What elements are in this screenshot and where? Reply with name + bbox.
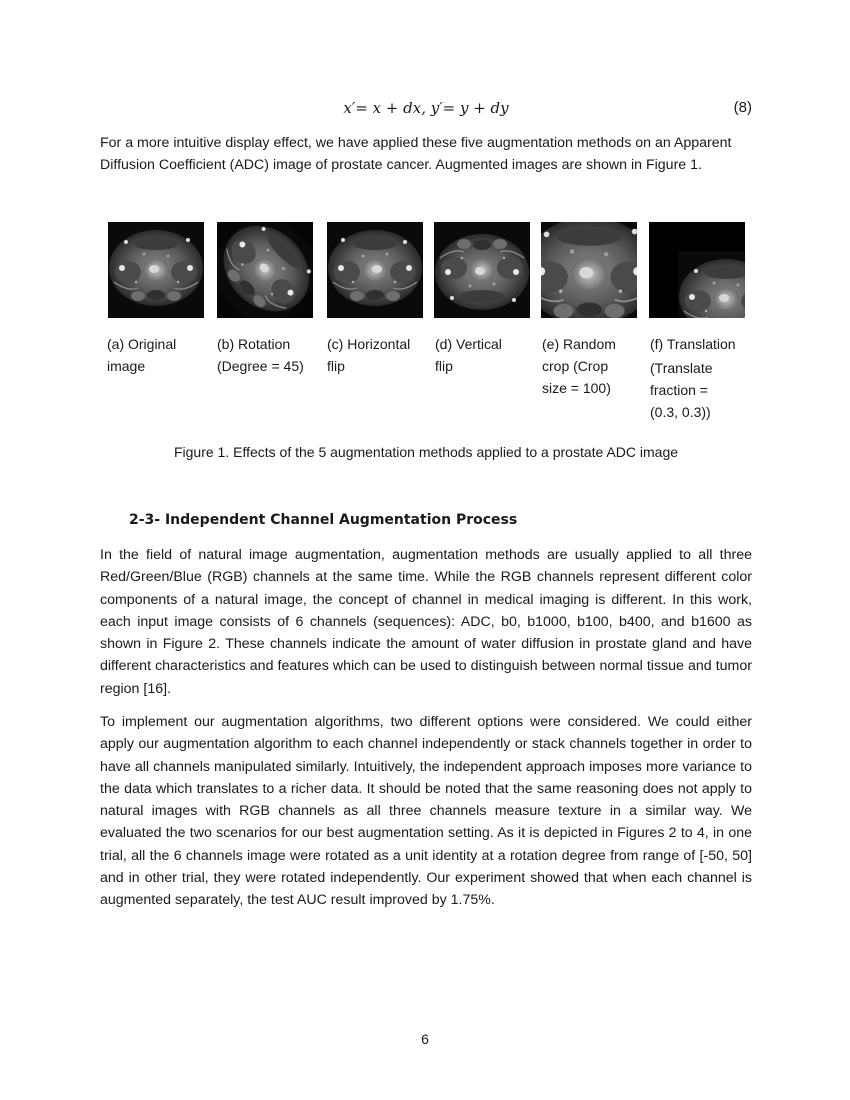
caption-d-line2: flip <box>435 358 453 374</box>
equation-number: (8) <box>733 99 752 116</box>
caption-e-line3: size = 100) <box>542 380 611 396</box>
caption-c-line1: (c) Horizontal <box>327 336 411 352</box>
caption-e <box>542 333 616 399</box>
caption-f <box>650 333 736 423</box>
equation-text: x′= x + dx, y′= y + dy <box>343 99 509 117</box>
caption-e-line2: crop (Crop <box>542 358 609 374</box>
intro-paragraph: For a more intuitive display effect, we have applied these five augmentation methods on an Apparent Diffusion Coefficient (ADC) image of prostate cancer. Augmented images are shown in Figure 1. <box>100 135 732 174</box>
image-original <box>108 222 204 318</box>
image-random-crop <box>541 222 637 318</box>
image-vertical-flip <box>434 222 530 318</box>
equation-8 <box>100 99 752 121</box>
caption-b-line2: (Degree = 45) <box>217 358 304 374</box>
image-translation <box>649 222 745 318</box>
caption-d <box>435 333 502 377</box>
caption-e-line1: (e) Random <box>542 336 616 352</box>
figure-1-images <box>100 222 752 322</box>
body-paragraph-2: To implement our augmentation algorithms, two different options were considered. We could either apply our augmentation algorithm to each channel independently or stack channels together in order to have all channels manipulated similarly. Intuitively, the independent approach imposes more variance to the data which translates to a richer data. It should be noted that the same reasoning does not apply to natural images with RGB channels as all three channels measure texture in a similar way. We evaluated the two scenarios for our best augmentation setting. As it is depicted in Figures 2 to 4, in one trial, all the 6 channels image were rotated as a unit identity at a rotation degree from range of [-50, 50] and in other trial, they were rotated independently. Our experiment showed that when each channel is augmented separately, the test AUC result improved by 1.75%. <box>100 714 752 909</box>
section-heading: 2-3- Independent Channel Augmentation Process <box>129 512 518 528</box>
caption-c <box>327 333 410 377</box>
caption-c-line2: flip <box>327 358 345 374</box>
caption-f-line1: (f) Translation <box>650 336 736 352</box>
caption-a <box>107 333 176 377</box>
caption-b <box>217 333 304 377</box>
image-horizontal-flip <box>327 222 423 318</box>
body-paragraph-1: In the field of natural image augmentation, augmentation methods are usually applied to all three Red/Green/Blue (RGB) channels at the same time. While the RGB channels represent different color components of a natural image, the concept of channel in medical imaging is different. In this work, each input image consists of 6 channels (sequences): ADC, b0, b1000, b100, b400, and b1600 as shown in Figure 2. These channels indicate the amount of water diffusion in prostate gland and have different characteristics and features which can be used to distinguish between normal tissue and tumor region [16]. <box>100 547 752 697</box>
caption-f-line2: (Translate <box>650 360 713 376</box>
figure-1-caption: Figure 1. Effects of the 5 augmentation methods applied to a prostate ADC image <box>173 444 679 460</box>
caption-a-line1: (a) Original <box>107 336 177 352</box>
page-number: 6 <box>421 1031 429 1047</box>
caption-b-line1: (b) Rotation <box>217 336 291 352</box>
caption-a-line2: image <box>107 358 146 374</box>
caption-f-line4: (0.3, 0.3)) <box>650 404 711 420</box>
caption-d-line1: (d) Vertical <box>435 336 502 352</box>
caption-f-line3: fraction = <box>650 382 708 398</box>
image-rotation <box>217 222 313 318</box>
